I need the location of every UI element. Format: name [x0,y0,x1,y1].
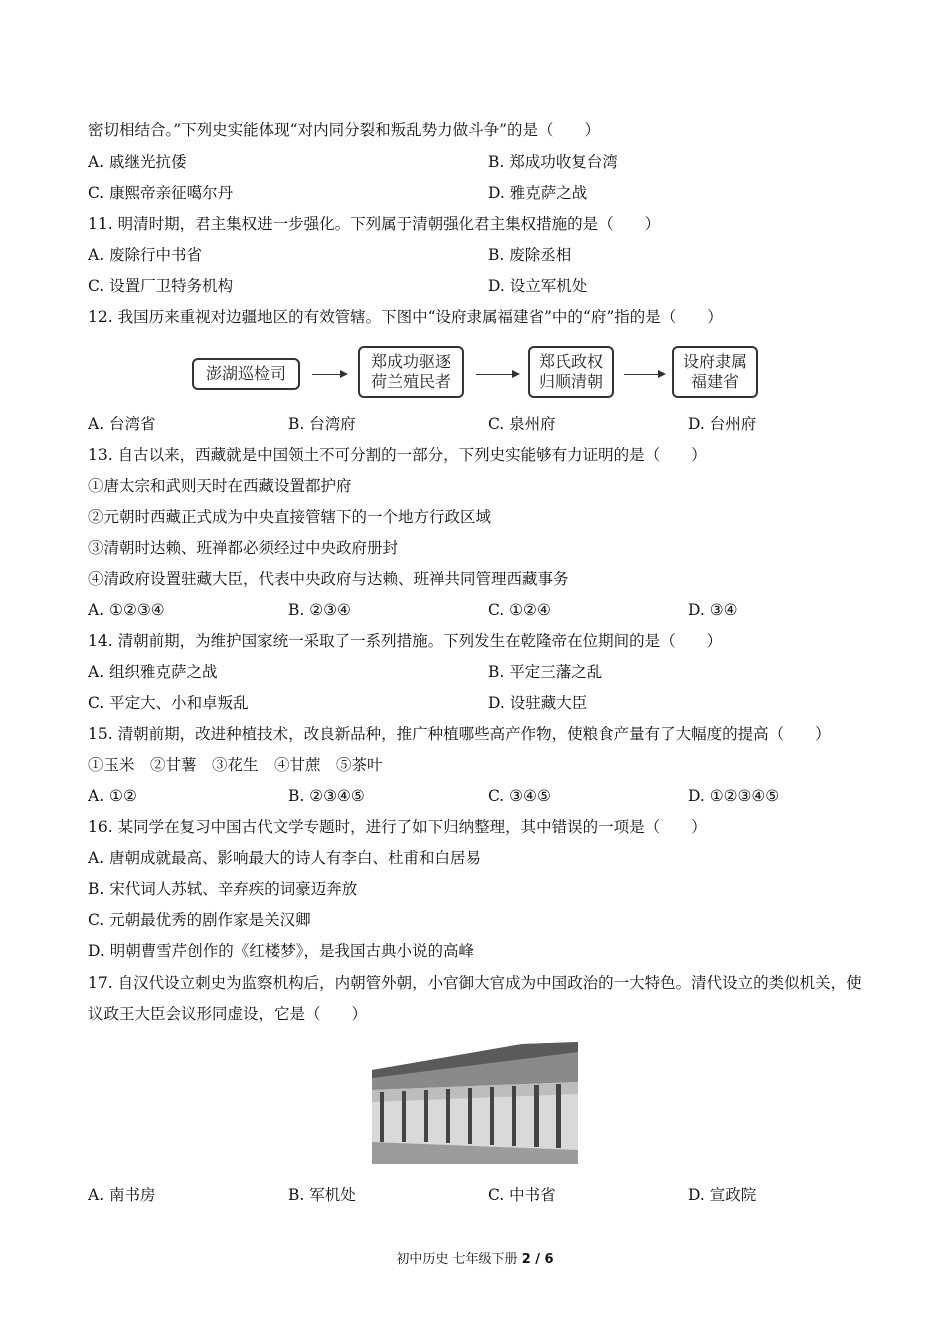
q15-option-c: C. ③④⑤ [488,787,551,805]
flow-arrow-3 [624,374,664,375]
page-footer [0,1248,950,1267]
q11-stem: 11. 明清时期，君主集权进一步强化。下列属于清朝强化君主集权措施的是（ ） [88,215,661,233]
q14-option-c: C. 平定大、小和卓叛乱 [88,694,249,712]
flow-arrow-1 [312,374,346,375]
flow-box-2: 郑成功驱逐荷兰殖民者 [358,346,464,398]
q13-option-a: A. ①②③④ [88,601,165,619]
q10-option-a: A. 戚继光抗倭 [88,153,187,171]
q16-option-c: C. 元朝最优秀的剧作家是关汉卿 [88,911,311,929]
flow-arrow-2 [476,374,518,375]
q15-stem: 15. 清朝前期，改进种植技术，改良新品种，推广种植哪些高产作物，使粮食产量有了大幅度的提高（ ） [88,725,831,743]
q13-item-4: ④清政府设置驻藏大臣，代表中央政府与达赖、班禅共同管理西藏事务 [88,570,569,588]
q17-stem: 17. 自汉代设立刺史为监察机构后，内朝管外朝，小官御大官成为中国政治的一大特色。清代设立的类似机关，使议政王大臣会议形同虚设，它是（ ） [88,974,862,1023]
q16-option-d: D. 明朝曹雪芹创作的《红楼梦》，是我国古典小说的高峰 [88,942,474,960]
q13-option-b: B. ②③④ [288,601,351,619]
flow-box-3: 郑氏政权归顺清朝 [528,346,614,398]
q15-option-d: D. ①②③④⑤ [688,787,780,805]
flow-box-1: 澎湖巡检司 [192,358,300,390]
q16-option-a: A. 唐朝成就最高、影响最大的诗人有李白、杜甫和白居易 [88,849,482,867]
q13-option-d: D. ③④ [688,601,738,619]
page-number: 2 / 6 [521,1252,554,1267]
footer-text: 初中历史 七年级下册 [396,1252,518,1267]
q10-option-b: B. 郑成功收复台湾 [488,153,618,171]
q11-option-d: D. 设立军机处 [488,277,588,295]
q13-item-3: ③清朝时达赖、班禅都必须经过中央政府册封 [88,539,399,557]
q13-stem: 13. 自古以来，西藏就是中国领土不可分割的一部分，下列史实能够有力证明的是（ ） [88,446,707,464]
q11-option-b: B. 废除丞相 [488,246,572,264]
q15-option-b: B. ②③④⑤ [288,787,365,805]
q17-option-c: C. 中书省 [488,1186,556,1204]
q17-building-photo [372,1042,578,1164]
q15-items: ①玉米 ②甘薯 ③花生 ④甘蔗 ⑤茶叶 [88,756,383,774]
q13-item-2: ②元朝时西藏正式成为中央直接管辖下的一个地方行政区域 [88,508,492,526]
q11-option-a: A. 废除行中书省 [88,246,203,264]
q14-option-b: B. 平定三藩之乱 [488,663,603,681]
flow-box-4: 设府隶属福建省 [672,346,758,398]
q14-stem: 14. 清朝前期，为维护国家统一采取了一系列措施。下列发生在乾隆帝在位期间的是（ ） [88,632,723,650]
q11-option-c: C. 设置厂卫特务机构 [88,277,234,295]
q12-option-a: A. 台湾省 [88,415,156,433]
q13-item-1: ①唐太宗和武则天时在西藏设置都护府 [88,477,352,495]
q12-option-d: D. 台州府 [688,415,757,433]
q17-option-a: A. 南书房 [88,1186,156,1204]
q16-option-b: B. 宋代词人苏轼、辛弃疾的词豪迈奔放 [88,880,358,898]
q16-stem: 16. 某同学在复习中国古代文学专题时，进行了如下归纳整理，其中错误的一项是（ ） [88,818,707,836]
q14-option-a: A. 组织雅克萨之战 [88,663,218,681]
q14-option-d: D. 设驻藏大臣 [488,694,588,712]
q12-option-c: C. 泉州府 [488,415,556,433]
q15-option-a: A. ①② [88,787,137,805]
q12-stem: 12. 我国历来重视对边疆地区的有效管辖。下图中“设府隶属福建省”中的“府”指的是（ ） [88,308,723,326]
q10-option-c: C. 康熙帝亲征噶尔丹 [88,184,234,202]
q12-option-b: B. 台湾府 [288,415,356,433]
q13-option-c: C. ①②④ [488,601,551,619]
q17-option-b: B. 军机处 [288,1186,356,1204]
q17-option-d: D. 宣政院 [688,1186,757,1204]
q10-stem-tail: 密切相结合。”下列史实能体现“对内同分裂和叛乱势力做斗争”的是（ ） [88,121,601,139]
q10-option-d: D. 雅克萨之战 [488,184,588,202]
q12-flow-diagram [190,342,760,400]
